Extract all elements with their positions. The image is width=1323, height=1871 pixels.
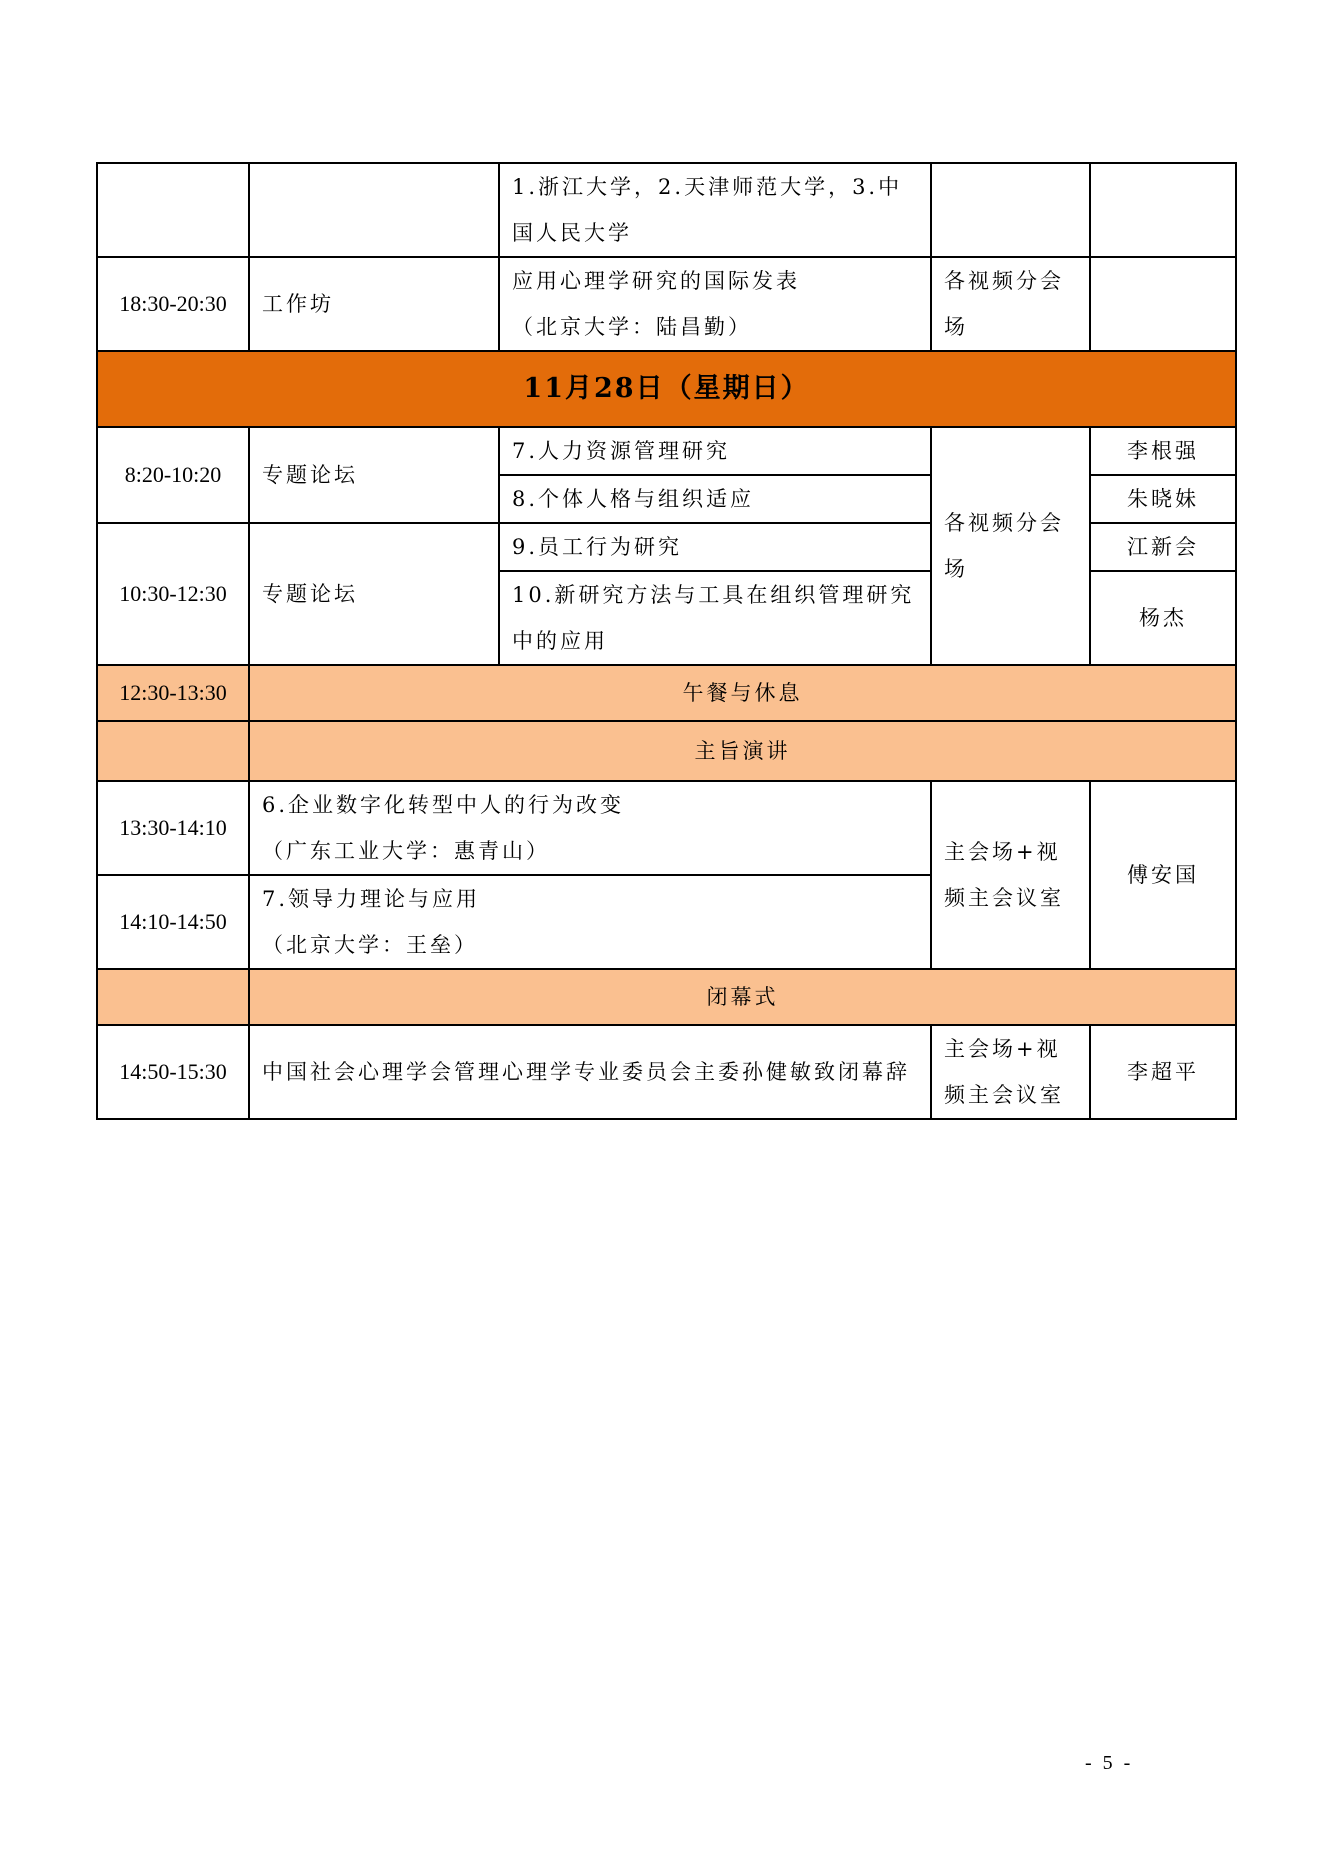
keynote-row-1 [97,781,1236,875]
type-cell: 工作坊 [249,257,499,351]
schedule-table [96,162,1237,1120]
lunch-label: 午餐与休息 [249,665,1236,721]
closing-content: 中国社会心理学会管理心理学专业委员会主委孙健敏致闭幕辞 [249,1025,931,1119]
type-cell: 专题论坛 [249,523,499,665]
time-cell [97,163,249,257]
keynote-header-row [97,721,1236,781]
time-cell: 12:30-13:30 [97,665,249,721]
venue-cell: 各视频分会场 [931,427,1090,665]
closing-header: 闭幕式 [249,969,1236,1025]
keynote-title: 6.企业数字化转型中人的行为改变 [262,793,625,817]
time-cell: 18:30-20:30 [97,257,249,351]
topic-cell: 10.新研究方法与工具在组织管理研究中的应用 [499,571,931,665]
closing-header-row [97,969,1236,1025]
time-cell: 10:30-12:30 [97,523,249,665]
date-header-row [97,351,1236,427]
venue-cell: 主会场+视频主会议室 [931,1025,1090,1119]
schedule-row-workshop [97,257,1236,351]
keynote-header: 主旨演讲 [249,721,1236,781]
host-cell [1090,163,1236,257]
closing-row [97,1025,1236,1119]
forum-a-row-1 [97,427,1236,475]
time-cell [97,721,249,781]
topic-cell: 8.个体人格与组织适应 [499,475,931,523]
topic-cell: 9.员工行为研究 [499,523,931,571]
venue-cell [931,163,1090,257]
time-cell: 14:10-14:50 [97,875,249,969]
time-cell: 13:30-14:10 [97,781,249,875]
type-cell: 专题论坛 [249,427,499,523]
topic-cell: 7.人力资源管理研究 [499,427,931,475]
venue-cell: 主会场+视频主会议室 [931,781,1090,969]
keynote-content [249,781,931,875]
host-cell: 杨杰 [1090,571,1236,665]
host-cell: 李超平 [1090,1025,1236,1119]
content-cell [499,257,931,351]
host-cell: 傅安国 [1090,781,1236,969]
content-cell: 1.浙江大学，2.天津师范大学，3.中国人民大学 [499,163,931,257]
host-cell [1090,257,1236,351]
lunch-row [97,665,1236,721]
time-cell: 8:20-10:20 [97,427,249,523]
host-cell: 江新会 [1090,523,1236,571]
keynote-speaker: （北京大学：王垒） [262,933,478,957]
host-cell: 李根强 [1090,427,1236,475]
keynote-content [249,875,931,969]
time-cell: 14:50-15:30 [97,1025,249,1119]
workshop-title: 应用心理学研究的国际发表 [512,269,800,293]
workshop-speaker: （北京大学：陆昌勤） [512,315,752,339]
keynote-speaker: （广东工业大学：惠青山） [262,839,550,863]
schedule-row-universities [97,163,1236,257]
type-cell [249,163,499,257]
time-cell [97,969,249,1025]
date-header: 11月28日（星期日） [97,351,1236,427]
keynote-title: 7.领导力理论与应用 [262,887,481,911]
page-number: - 5 - [1085,1752,1134,1774]
venue-cell: 各视频分会场 [931,257,1090,351]
host-cell: 朱晓妹 [1090,475,1236,523]
